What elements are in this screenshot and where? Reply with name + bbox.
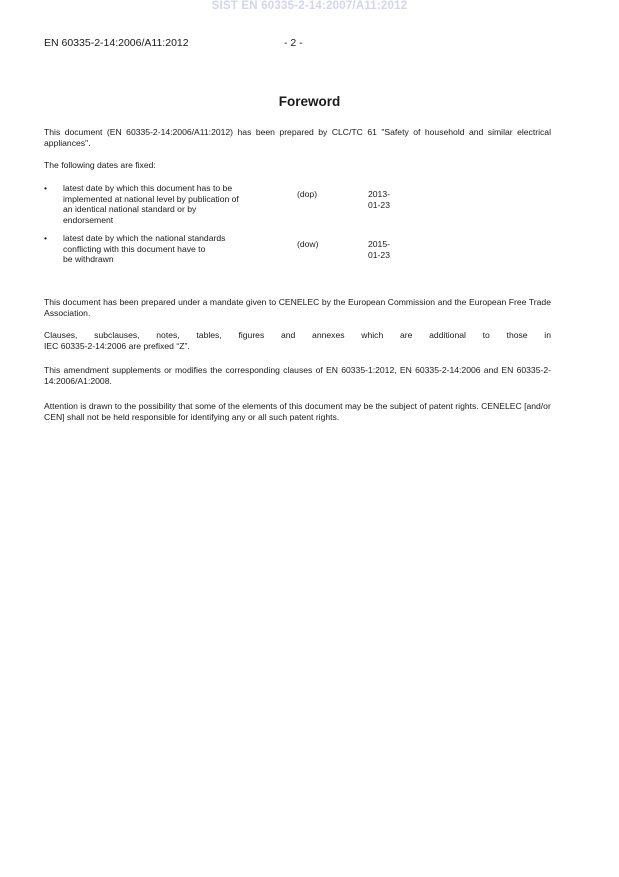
amendment-paragraph: This amendment supplements or modifies the corresponding clauses of EN 60335-1:2012, EN 60335-2-14:2006 and EN 60335-2-14:2006/A1:2008. [44,365,551,386]
text-line: Clauses, subclauses, notes, tables, figures and annexes which are additional to those in [44,330,551,340]
mandate-paragraph: This document has been prepared under a mandate given to CENELEC by the European Commission and the European Free Trade Association. [44,297,551,318]
date-code: (dow) [297,239,319,249]
intro-paragraph: This document (EN 60335-2-14:2006/A11:2012) has been prepared by CLC/TC 61 "Safety of household and similar electrical appliances". [44,127,551,148]
bullet-icon: • [44,183,48,193]
date-value: 2015-01-23 [368,239,390,260]
dates-intro: The following dates are fixed: [44,160,156,170]
text-line: latest date by which this document has to be [63,183,233,193]
date-code: (dop) [297,189,318,199]
text-line: be withdrawn [63,254,114,265]
patent-paragraph: Attention is drawn to the possibility that some of the elements of this document may be the subject of patent rights. CENELEC [and/or CEN] shall not be held responsible for identifying any or all such patent rights. [44,401,551,422]
text-line: implemented at national level by publication of [63,193,239,204]
clauses-paragraph [44,330,551,351]
page-title: Foreword [278,94,341,109]
date-value: 2013-01-23 [368,189,390,210]
page-number: - 2 - [284,37,303,49]
text-line: an identical national standard or by [63,204,197,215]
watermark: SIST EN 60335-2-14:2007/A11:2012 [211,0,408,12]
document-reference: EN 60335-2-14:2006/A11:2012 [44,37,189,49]
text-line: conflicting with this document have to [63,243,206,254]
text-line: endorsement [63,214,114,225]
dates-item-text [63,183,283,225]
bullet-icon: • [44,233,48,243]
text-line: latest date by which the national standards [63,233,226,243]
text-line: IEC 60335-2-14:2006 are prefixed “Z”. [44,340,190,351]
dates-item-text [63,233,283,265]
